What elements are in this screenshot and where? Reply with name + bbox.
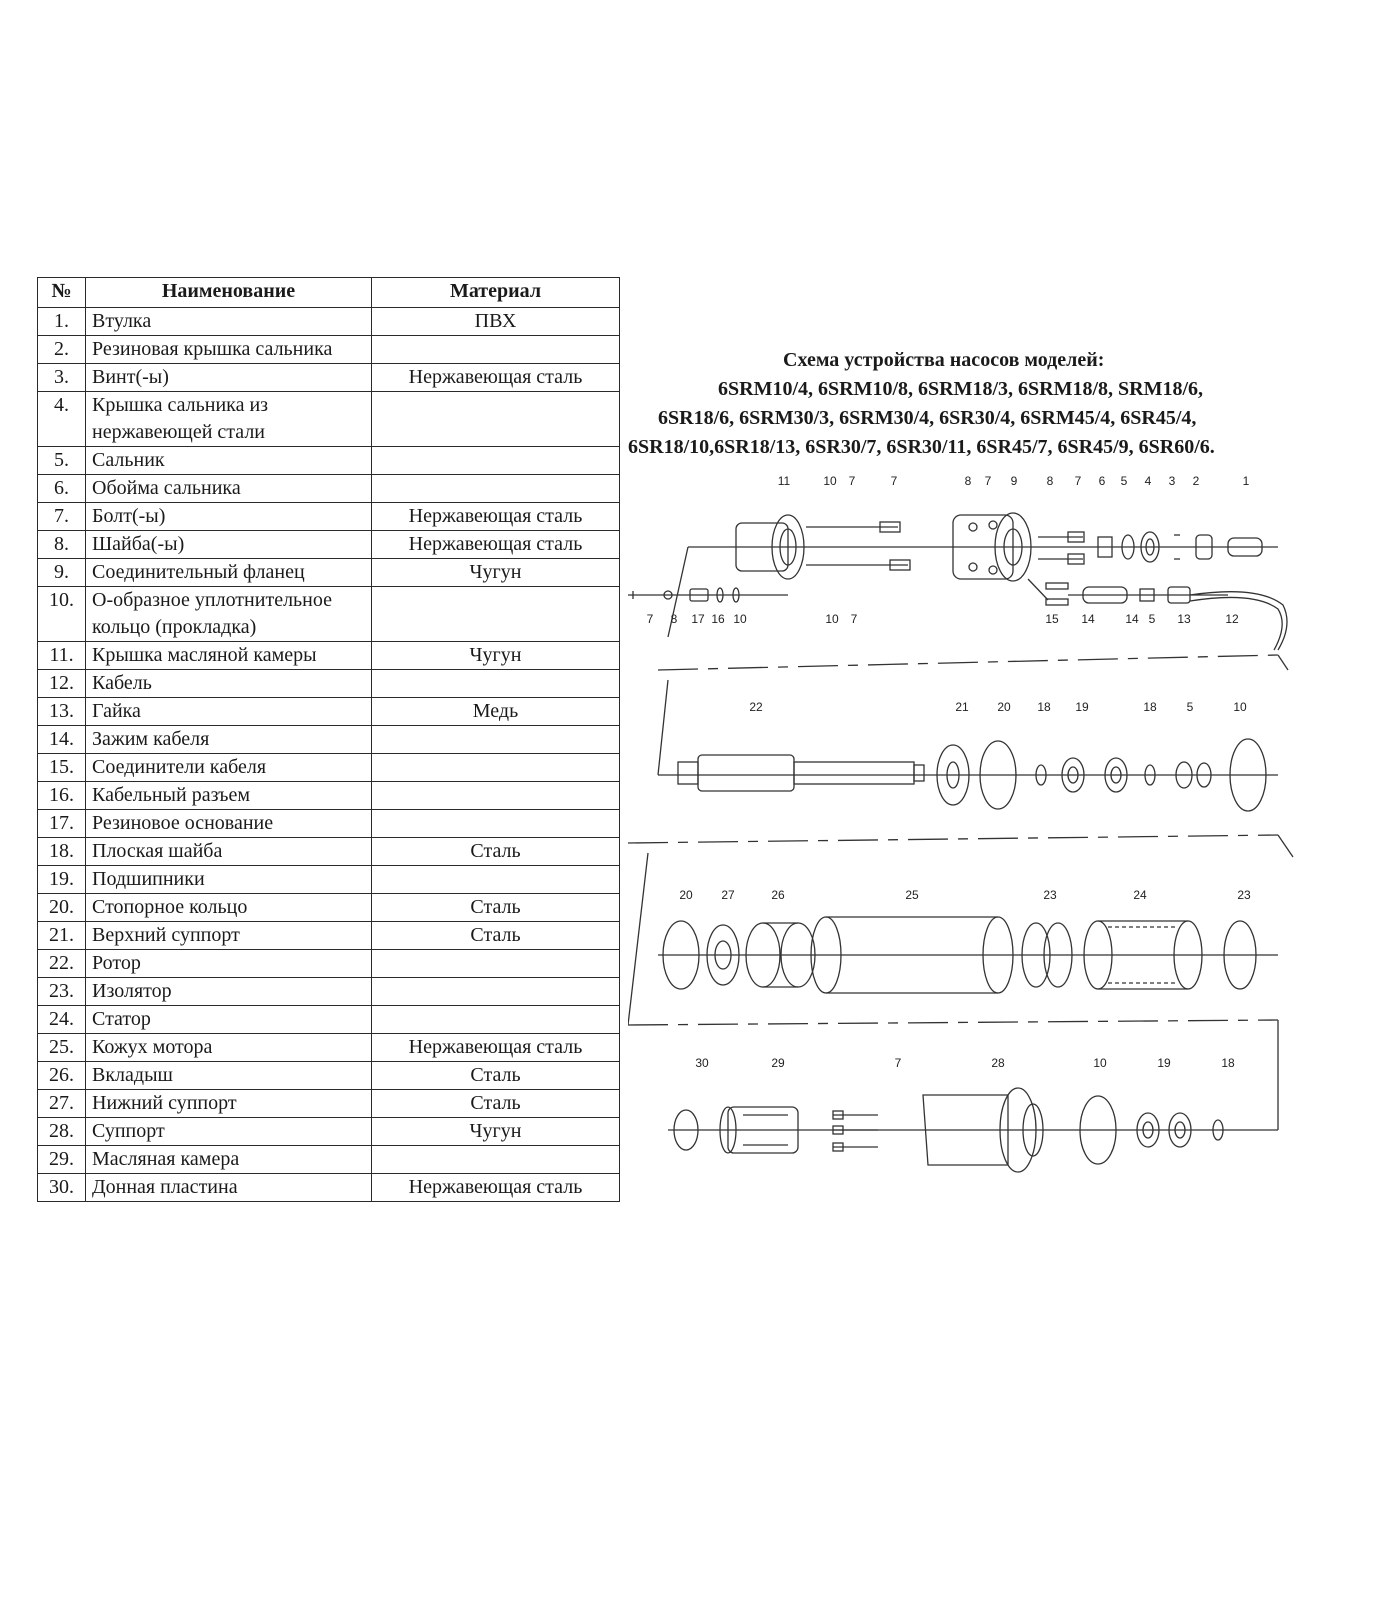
row-number: 19. (38, 866, 86, 894)
row-name: Верхний суппорт (86, 922, 372, 950)
part-callout: 30 (695, 1056, 709, 1070)
row-material: Нержавеющая сталь (372, 1034, 620, 1062)
row-name: Винт(-ы) (86, 364, 372, 392)
part-callout: 8 (964, 475, 972, 488)
row-material: Нержавеющая сталь (372, 503, 620, 531)
part-callout: 6 (1098, 475, 1106, 488)
part-callout: 8 (670, 612, 678, 626)
row-number: 4. (38, 392, 86, 447)
row-material: Чугун (372, 642, 620, 670)
part-callout: 7 (646, 612, 654, 626)
table-row (38, 866, 620, 894)
row-number: 6. (38, 475, 86, 503)
row-name: Втулка (86, 308, 372, 336)
table-row (38, 308, 620, 336)
table-row (38, 1146, 620, 1174)
row-number: 28. (38, 1118, 86, 1146)
part-callout: 14 (1125, 612, 1139, 626)
row-number: 20. (38, 894, 86, 922)
row-number: 9. (38, 559, 86, 587)
row-name: Вкладыш (86, 1062, 372, 1090)
row-name: Стопорное кольцо (86, 894, 372, 922)
part-callout: 16 (711, 612, 725, 626)
row-material: Сталь (372, 1062, 620, 1090)
row-name: Суппорт (86, 1118, 372, 1146)
row-material: Чугун (372, 1118, 620, 1146)
header-name: Наименование (86, 278, 372, 308)
table-row (38, 1034, 620, 1062)
table-row (38, 838, 620, 866)
part-callout: 14 (1081, 612, 1095, 626)
table-row (38, 531, 620, 559)
table-row (38, 1006, 620, 1034)
part-callout: 10 (1093, 1056, 1107, 1070)
row-material (372, 810, 620, 838)
row-material (372, 392, 620, 447)
part-callout: 27 (721, 888, 735, 902)
table-row (38, 978, 620, 1006)
row-material: ПВХ (372, 308, 620, 336)
row-number: 26. (38, 1062, 86, 1090)
part-callout: 1 (1242, 475, 1250, 488)
part-callout: 5 (1186, 700, 1194, 714)
part-callout: 8 (1046, 475, 1054, 488)
row-name: Болт(-ы) (86, 503, 372, 531)
part-callout: 7 (848, 475, 856, 488)
row-number: 16. (38, 782, 86, 810)
table-row (38, 894, 620, 922)
row-material: Сталь (372, 894, 620, 922)
part-callout: 18 (1221, 1056, 1235, 1070)
table-row (38, 1062, 620, 1090)
part-callout: 7 (850, 612, 858, 626)
row-name: О-образное уплотнительное кольцо (прокладка) (86, 587, 372, 642)
table-row (38, 670, 620, 698)
table-row (38, 698, 620, 726)
table-row (38, 950, 620, 978)
part-callout: 9 (1010, 475, 1018, 488)
part-callout: 15 (1045, 612, 1059, 626)
row-number: 21. (38, 922, 86, 950)
part-callout: 7 (894, 1056, 902, 1070)
title-line: 6SRM10/4, 6SRM10/8, 6SRM18/3, 6SRM18/8, SRM18/6, (718, 378, 1203, 400)
table-row (38, 1090, 620, 1118)
row-material (372, 1006, 620, 1034)
row-number: 14. (38, 726, 86, 754)
row-material (372, 447, 620, 475)
row-material (372, 866, 620, 894)
row-number: 15. (38, 754, 86, 782)
row-name: Крышка масляной камеры (86, 642, 372, 670)
part-callout: 5 (1120, 475, 1128, 488)
row-name: Плоская шайба (86, 838, 372, 866)
part-callout: 2 (1192, 475, 1200, 488)
row-name: Соединительный фланец (86, 559, 372, 587)
row-name: Статор (86, 1006, 372, 1034)
row-number: 11. (38, 642, 86, 670)
row-number: 8. (38, 531, 86, 559)
table-row (38, 364, 620, 392)
row-material (372, 754, 620, 782)
row-number: 1. (38, 308, 86, 336)
callout-layer (647, 475, 1251, 1070)
title-line: 6SR18/6, 6SRM30/3, 6SRM30/4, 6SR30/4, 6SRM45/4, 6SR45/4, (658, 407, 1197, 429)
part-callout: 24 (1133, 888, 1147, 902)
part-callout: 11 (777, 475, 791, 488)
part-callout: 3 (1168, 475, 1176, 488)
part-callout: 10 (823, 475, 837, 488)
part-callout: 26 (771, 888, 785, 902)
row-name: Кожух мотора (86, 1034, 372, 1062)
row-name: Кабель (86, 670, 372, 698)
part-callout: 7 (984, 475, 992, 488)
part-callout: 10 (733, 612, 747, 626)
row-name: Подшипники (86, 866, 372, 894)
row-number: 10. (38, 587, 86, 642)
row-material: Сталь (372, 1090, 620, 1118)
table-row (38, 447, 620, 475)
row-number: 22. (38, 950, 86, 978)
part-callout: 5 (1148, 612, 1156, 626)
part-callout: 17 (691, 612, 705, 626)
row-number: 24. (38, 1006, 86, 1034)
part-callout: 19 (1075, 700, 1089, 714)
header-material: Материал (372, 278, 620, 308)
table-row (38, 754, 620, 782)
row-name: Обойма сальника (86, 475, 372, 503)
table-row (38, 475, 620, 503)
row-number: 29. (38, 1146, 86, 1174)
table-row (38, 1118, 620, 1146)
row-material: Сталь (372, 922, 620, 950)
part-callout: 25 (905, 888, 919, 902)
row-material (372, 782, 620, 810)
header-number: № (38, 278, 86, 308)
row-material: Медь (372, 698, 620, 726)
diagram-title (628, 346, 1348, 462)
row-name: Ротор (86, 950, 372, 978)
part-callout: 29 (771, 1056, 785, 1070)
part-callout: 23 (1237, 888, 1251, 902)
table-row (38, 642, 620, 670)
row-material (372, 978, 620, 1006)
row-name: Резиновая крышка сальника (86, 336, 372, 364)
table-header-row (38, 278, 620, 308)
row-material (372, 726, 620, 754)
table-row (38, 392, 620, 447)
row-number: 30. (38, 1174, 86, 1202)
part-callout: 7 (890, 475, 898, 488)
table-row (38, 782, 620, 810)
row-number: 18. (38, 838, 86, 866)
exploded-diagram (628, 475, 1328, 1195)
part-callout: 4 (1144, 475, 1152, 488)
part-callout: 19 (1157, 1056, 1171, 1070)
part-callout: 28 (991, 1056, 1005, 1070)
part-callout: 7 (1074, 475, 1082, 488)
row-material (372, 336, 620, 364)
row-name: Шайба(-ы) (86, 531, 372, 559)
parts-table (37, 277, 620, 1202)
row-name: Кабельный разъем (86, 782, 372, 810)
part-callout: 20 (679, 888, 693, 902)
table-row (38, 559, 620, 587)
title-line: Схема устройства насосов моделей: (783, 349, 1105, 371)
row4-parts (668, 1088, 1278, 1172)
row-material: Сталь (372, 838, 620, 866)
part-callout: 21 (955, 700, 969, 714)
row-number: 17. (38, 810, 86, 838)
table-row (38, 503, 620, 531)
table-row (38, 810, 620, 838)
row-material: Нержавеющая сталь (372, 1174, 620, 1202)
part-callout: 22 (749, 700, 763, 714)
row-material (372, 950, 620, 978)
row-name: Гайка (86, 698, 372, 726)
table-row (38, 726, 620, 754)
row-material: Нержавеющая сталь (372, 364, 620, 392)
row-material: Чугун (372, 559, 620, 587)
title-line: 6SR18/10,6SR18/13, 6SR30/7, 6SR30/11, 6SR45/7, 6SR45/9, 6SR60/6. (628, 436, 1215, 458)
row-name: Изолятор (86, 978, 372, 1006)
row-name: Зажим кабеля (86, 726, 372, 754)
row-number: 13. (38, 698, 86, 726)
row-number: 3. (38, 364, 86, 392)
row-name: Соединители кабеля (86, 754, 372, 782)
row-number: 2. (38, 336, 86, 364)
row-material (372, 587, 620, 642)
row-name: Нижний суппорт (86, 1090, 372, 1118)
row-number: 25. (38, 1034, 86, 1062)
row1-parts (628, 513, 1288, 670)
row-number: 12. (38, 670, 86, 698)
part-callout: 20 (997, 700, 1011, 714)
row-name: Масляная камера (86, 1146, 372, 1174)
row-material: Нержавеющая сталь (372, 531, 620, 559)
part-callout: 18 (1143, 700, 1157, 714)
part-callout: 12 (1225, 612, 1239, 626)
table-row (38, 922, 620, 950)
table-body (38, 308, 620, 1202)
part-callout: 10 (825, 612, 839, 626)
row-number: 27. (38, 1090, 86, 1118)
part-callout: 18 (1037, 700, 1051, 714)
row-material (372, 670, 620, 698)
row-name: Донная пластина (86, 1174, 372, 1202)
row-number: 23. (38, 978, 86, 1006)
row-number: 7. (38, 503, 86, 531)
row-name: Резиновое основание (86, 810, 372, 838)
row-name: Сальник (86, 447, 372, 475)
row-material (372, 475, 620, 503)
part-callout: 23 (1043, 888, 1057, 902)
row-name: Крышка сальника из нержавеющей стали (86, 392, 372, 447)
part-callout: 10 (1233, 700, 1247, 714)
table-row (38, 587, 620, 642)
table-row (38, 1174, 620, 1202)
row-material (372, 1146, 620, 1174)
part-callout: 13 (1177, 612, 1191, 626)
row-number: 5. (38, 447, 86, 475)
table-row (38, 336, 620, 364)
